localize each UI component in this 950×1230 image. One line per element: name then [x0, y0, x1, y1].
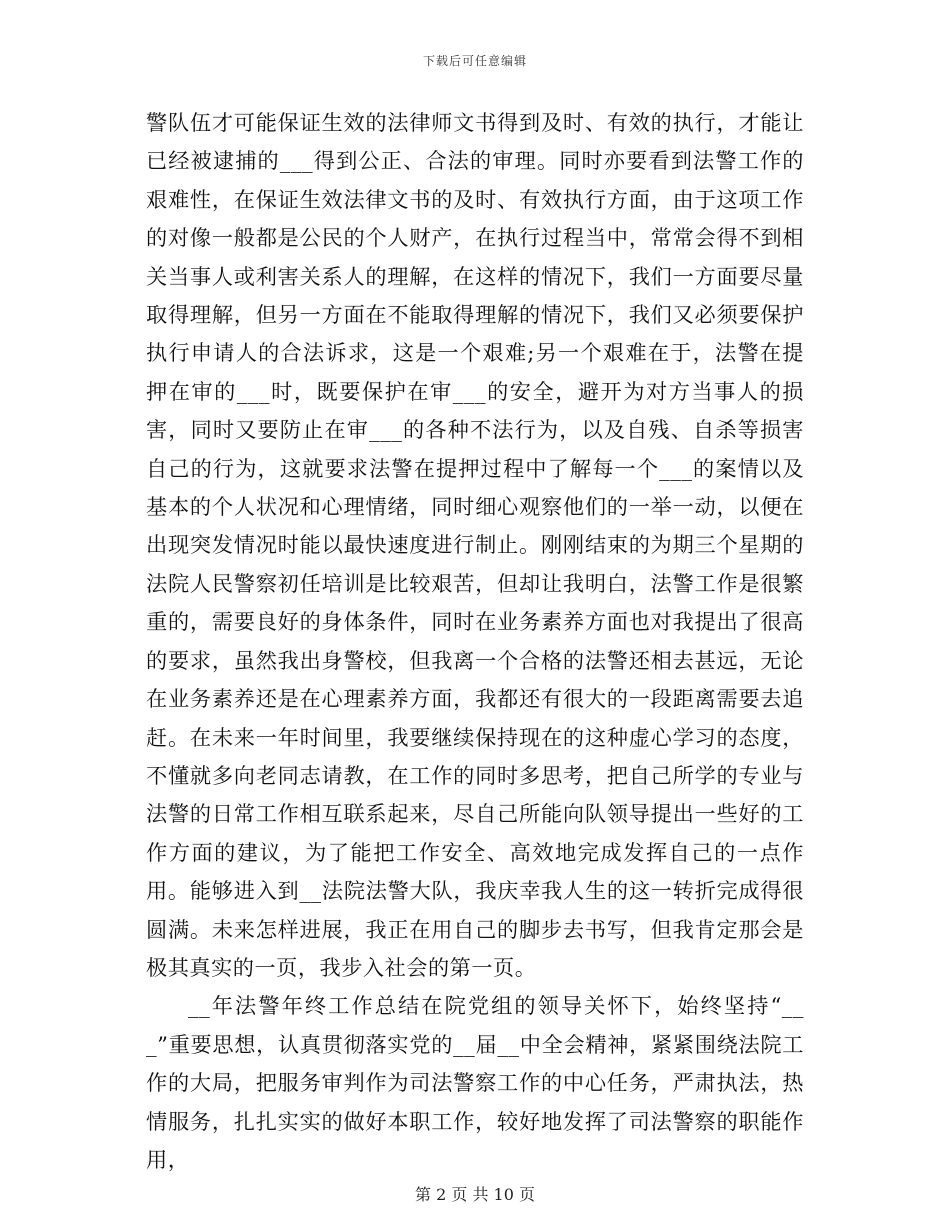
document-body [146, 104, 804, 1179]
page-header-note: 下载后可任意编辑 [422, 54, 527, 68]
page-number: 第 2 页 共 10 页 [415, 1185, 535, 1204]
body-paragraph-2: __年法警年终工作总结在院党组的领导关怀下，始终坚持“___”重要思想，认真贯彻落实党的__届__中全会精神，紧紧围绕法院工作的大局，把服务审判作为司法警察工作的中心任务，严肃执法，热情服务，扎扎实实的做好本职工作，较好地发挥了司法警察的职能作用， [146, 993, 804, 1172]
body-paragraph-1: 警队伍才可能保证生效的法律师文书得到及时、有效的执行，才能让已经被逮捕的___得到公正、合法的审理。同时亦要看到法警工作的艰难性，在保证生效法律文书的及时、有效执行方面，由于这项工作的对像一般都是公民的个人财产，在执行过程当中，常常会得不到相关当事人或利害关系人的理解，在这样的情况下，我们一方面要尽量取得理解，但另一方面在不能取得理解的情况下，我们又必须要保护执行申请人的合法诉求，这是一个艰难;另一个艰难在于，法警在提押在审的___时，既要保护在审___的安全，避开为对方当事人的损害，同时又要防止在审___的各种不法行为，以及自残、自杀等损害自己的行为，这就要求法警在提押过程中了解每一个___的案情以及基本的个人状况和心理情绪，同时细心观察他们的一举一动，以便在出现突发情况时能以最快速度进行制止。刚刚结束的为期三个星期的法院人民警察初任培训是比较艰苦，但却让我明白，法警工作是很繁重的，需要良好的身体条件，同时在业务素养方面也对我提出了很高的要求，虽然我出身警校，但我离一个合格的法警还相去甚远，无论在业务素养还是在心理素养方面，我都还有很大的一段距离需要去追赶。在未来一年时间里，我要继续保持现在的这种虚心学习的态度，不懂就多向老同志请教，在工作的同时多思考，把自己所学的专业与法警的日常工作相互联系起来，尽自己所能向队领导提出一些好的工作方面的建议，为了能把工作安全、高效地完成发挥自己的一点作用。能够进入到__法院法警大队，我庆幸我人生的这一转折完成得很圆满。未来怎样进展，我正在用自己的脚步去书写，但我肯定那会是极其真实的一页，我步入社会的第一页。 [146, 110, 804, 980]
